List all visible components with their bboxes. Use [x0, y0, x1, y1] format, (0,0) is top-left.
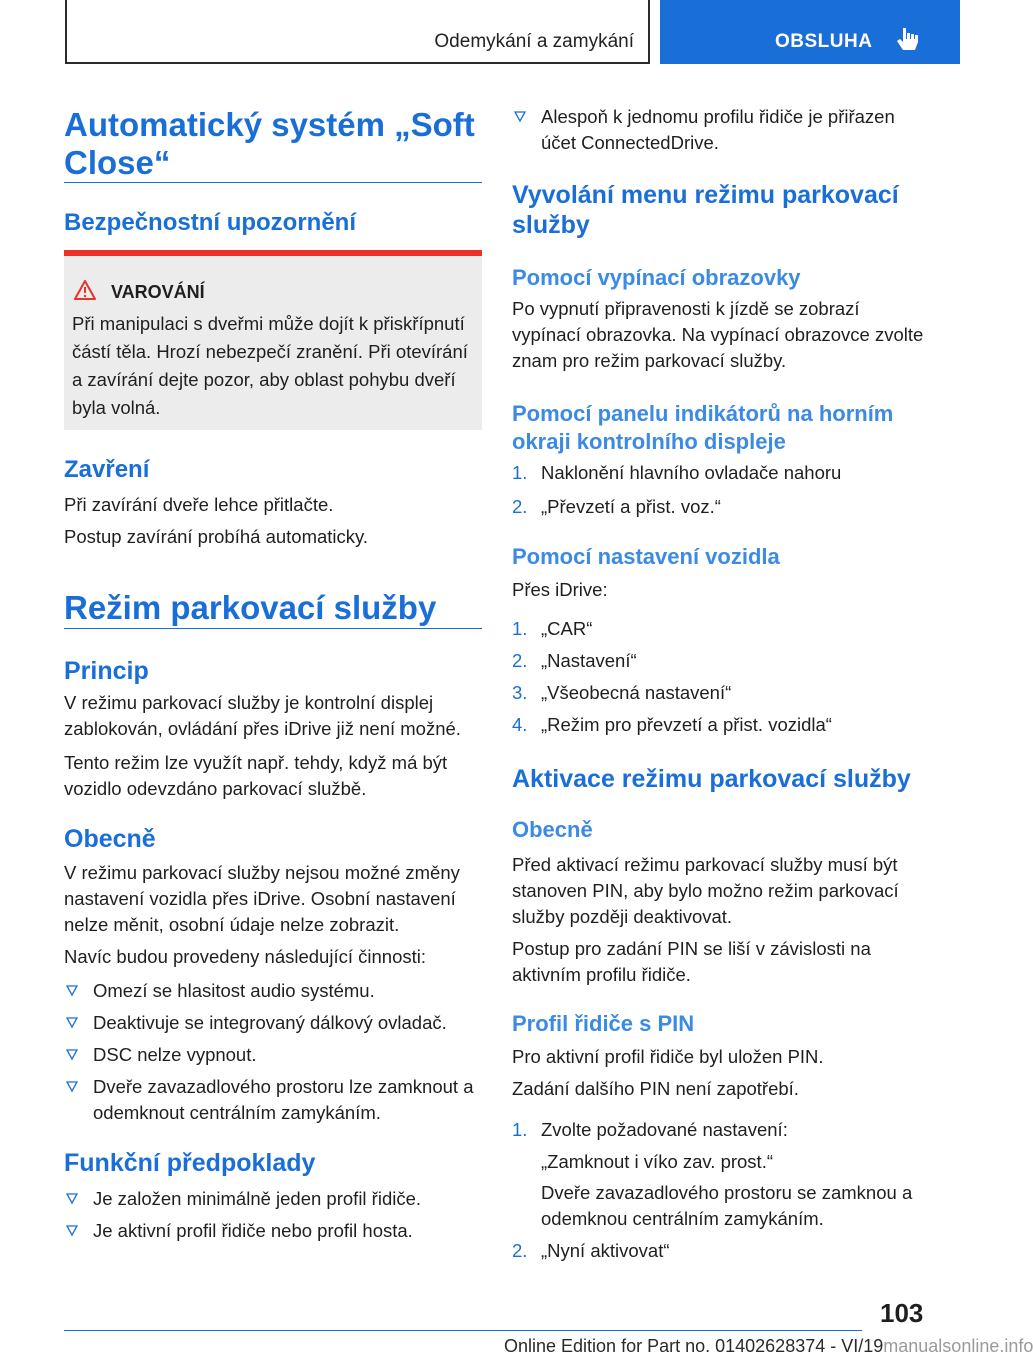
heading-principle: Princip — [64, 657, 149, 685]
general-text-1: V režimu parkovací služby nejsou možné změny nastavení vozidla přes iDrive. Osobní nastavení nelze měnit, osobní údaje nelze zobrazit. — [64, 862, 460, 935]
warning-title: VAROVÁNÍ — [111, 282, 205, 302]
step-item: Naklonění hlavního ovladače nahoru — [541, 462, 842, 483]
step-subitem: Dveře zavazadlového prostoru se zamknou a odemknou centrálním zamykáním. — [541, 1182, 913, 1229]
bullet-triangle-icon — [66, 1048, 78, 1060]
bullet-triangle-icon — [66, 1224, 78, 1236]
warning-box — [64, 250, 482, 430]
step-item: „Všeobecná nastavení“ — [541, 682, 732, 703]
principle-text-1: V režimu parkovací služby je kontrolní displej zablokován, ovládání přes iDrive již není možné. — [64, 692, 461, 739]
edition-text: Online Edition for Part no. 01402628374 - VI/19 — [504, 1336, 884, 1356]
switch-text: Po vypnutí připravenosti k jízdě se zobrazí vypínací obrazovka. Na vypínací obrazovce zvolte znam pro režim parkovací služby. — [512, 298, 924, 371]
close-text-2: Postup zavírání probíhá automaticky. — [64, 526, 369, 547]
divider — [64, 182, 482, 183]
step-number: 2. — [512, 1240, 528, 1261]
footer-divider — [64, 1330, 862, 1331]
bullet-triangle-icon — [66, 1192, 78, 1204]
hand-pointer-icon — [896, 26, 922, 56]
heading-open-menu: Vyvolání menu režimu parkovací služby — [512, 181, 899, 239]
heading-general-2: Obecně — [512, 817, 593, 842]
list-item: Je založen minimálně jeden profil řidiče. — [93, 1188, 422, 1209]
general-text-2: Navíc budou provedeny následující činnosti: — [64, 946, 426, 967]
step-item: „CAR“ — [541, 618, 593, 639]
bullet-triangle-icon — [66, 1016, 78, 1028]
heading-profile-pin: Profil řidiče s PIN — [512, 1011, 695, 1036]
warning-triangle-icon — [74, 280, 96, 300]
step-subitem: „Zamknout i víko zav. prost.“ — [541, 1151, 773, 1172]
bullet-triangle-icon — [514, 110, 526, 122]
list-item: Alespoň k jednomu profilu řidiče je přiřazen účet ConnectedDrive. — [541, 106, 895, 153]
step-number: 3. — [512, 682, 528, 703]
heading-activate: Aktivace režimu parkovací služby — [512, 765, 911, 793]
chapter-tab — [660, 0, 960, 64]
heading-general: Obecně — [64, 825, 156, 853]
list-item: DSC nelze vypnout. — [93, 1044, 257, 1065]
close-text-1: Při zavírání dveře lehce přitlačte. — [64, 494, 334, 515]
heading-close: Zavření — [64, 456, 150, 483]
list-item: Dveře zavazadlového prostoru lze zamknout a odemknout centrálním zamykáním. — [93, 1076, 474, 1123]
list-item: Deaktivuje se integrovaný dálkový ovladač. — [93, 1012, 447, 1033]
step-number: 2. — [512, 650, 528, 671]
heading-safety: Bezpečnostní upozornění — [64, 209, 357, 236]
footer-edition — [504, 1336, 1033, 1357]
bullet-triangle-icon — [66, 1080, 78, 1092]
principle-text-2: Tento režim lze využít např. tehdy, když má být vozidlo odevzdáno parkovací službě. — [64, 752, 448, 799]
step-item: „Režim pro převzetí a přist. vozidla“ — [541, 714, 832, 735]
step-item: „Nastavení“ — [541, 650, 637, 671]
heading-vehicle-settings: Pomocí nastavení vozidla — [512, 544, 780, 569]
header-section-box — [65, 0, 650, 64]
page-number: 103 — [880, 1298, 924, 1328]
heading-prerequisites: Funkční předpoklady — [64, 1149, 316, 1177]
section-title: Odemykání a zamykání — [434, 31, 634, 52]
step-number: 1. — [512, 1119, 528, 1140]
chapter-tab-label: OBSLUHA — [775, 31, 873, 52]
heading-parking-mode: Režim parkovací služby — [64, 589, 437, 626]
list-item: Omezí se hlasitost audio systému. — [93, 980, 375, 1001]
list-item: Je aktivní profil řidiče nebo profil hosta. — [93, 1220, 413, 1241]
heading-switch-screen: Pomocí vypínací obrazovky — [512, 265, 801, 290]
step-number: 1. — [512, 618, 528, 639]
general2-text-1: Před aktivací režimu parkovací služby musí být stanoven PIN, aby bylo možno režim parkovací služby později deaktivovat. — [512, 854, 899, 927]
pin-text-2: Zadání dalšího PIN není zapotřebí. — [512, 1078, 799, 1099]
heading-soft-close: Automatický systém „Soft Close“ — [64, 106, 475, 181]
step-item: „Nyní aktivovat“ — [541, 1240, 670, 1261]
settings-intro: Přes iDrive: — [512, 579, 608, 600]
step-number: 1. — [512, 462, 528, 483]
step-item: Zvolte požadované nastavení: — [541, 1119, 788, 1140]
divider — [64, 628, 482, 629]
step-number: 4. — [512, 714, 528, 735]
step-number: 2. — [512, 496, 528, 517]
watermark-text: manualsonline.info — [883, 1336, 1033, 1356]
heading-indicator-panel: Pomocí panelu indikátorů na horním okraji kontrolního displeje — [512, 401, 894, 454]
step-item: „Převzetí a přist. voz.“ — [541, 496, 721, 517]
pin-text-1: Pro aktivní profil řidiče byl uložen PIN. — [512, 1046, 824, 1067]
warning-text: Při manipulaci s dveřmi může dojít k přiskřípnutí částí těla. Hrozí nebezpečí zranění. Při otevírání a zavírání dejte pozor, aby oblast pohybu dveří byla volná. — [72, 313, 468, 418]
general2-text-2: Postup pro zadání PIN se liší v závislosti na aktivním profilu řidiče. — [512, 938, 871, 985]
bullet-triangle-icon — [66, 984, 78, 996]
